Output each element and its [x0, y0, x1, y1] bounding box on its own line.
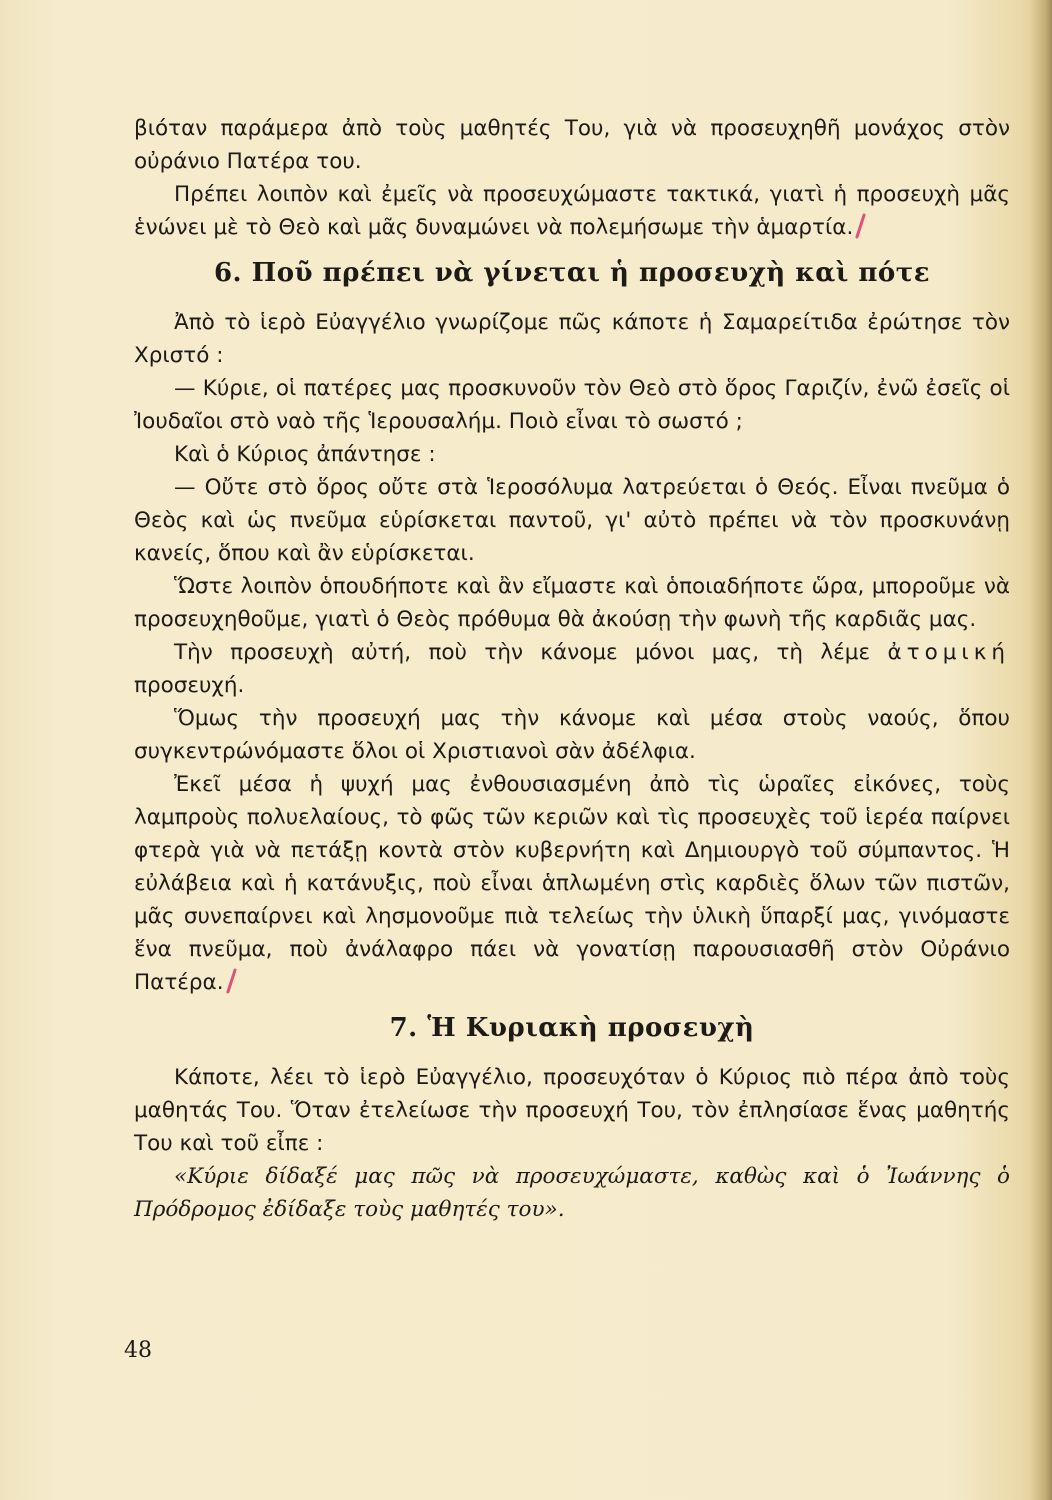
dialog-lord: — Οὔτε στὸ ὅρος οὔτε στὰ Ἱεροσόλυμα λατρεύεται ὁ Θεός. Εἶναι πνεῦμα ὁ Θεὸς καὶ ὡς πνεῦμα εὑρίσκεται παντοῦ, γι' αὐτὸ πρέπει νὰ τὸν προσκυνάνῃ κανείς, ὅπου καὶ ἂν εὑρίσκεται.	[134, 475, 1010, 566]
personal-prayer-end: προσευχή.	[134, 673, 245, 698]
lord-prayer-request-quote: «Κύριε δίδαξέ μας πῶς νὰ προσευχώμαστε, καθὼς καὶ ὁ Ἰωάννης ὁ Πρόδρομος ἐδίδαξε τοὺς μαθητές του».	[134, 1164, 1010, 1222]
paragraph-soul	[134, 768, 1010, 999]
section-6-heading: 6. Ποῦ πρέπει νὰ γίνεται ἡ προσευχὴ καὶ πότε	[213, 258, 931, 288]
section-7-heading: 7. Ἡ Κυριακὴ προσευχὴ	[389, 1013, 755, 1043]
answer-intro: Καὶ ὁ Κύριος ἀπάντησε :	[174, 442, 436, 467]
personal-prayer-start: Τὴν προσευχὴ αὐτή, ποὺ τὴν κάνομε μόνοι μας, τὴ λέμε	[174, 640, 888, 665]
page-number: 48	[124, 1338, 152, 1363]
paragraph-must-pray-text: Πρέπει λοιπὸν καὶ ἐμεῖς νὰ προσευχώμαστε τακτικά, γιατὶ ἡ προσευχὴ μᾶς ἑνώνει μὲ τὸ Θεὸ καὶ μᾶς δυναμώνει νὰ πολεμήσωμε τὴν ἁμαρτία.	[134, 182, 1010, 240]
paragraph-continued: βιόταν παράμερα ἀπὸ τοὺς μαθητές Του, γιὰ νὰ προσευχηθῆ μονάχος στὸν οὐράνιο Πατέρα του.	[134, 116, 1010, 174]
paragraph-church-prayer: Ὅμως τὴν προσευχή μας τὴν κάνομε καὶ μέσα στοὺς ναούς, ὅπου συγκεντρώνόμαστε ὅλοι οἱ Χριστιανοὶ σὰν ἀδέλφια.	[134, 706, 1010, 764]
section-7-paragraph: Κάποτε, λέει τὸ ἱερὸ Εὐαγγέλιο, προσευχόταν ὁ Κύριος πιὸ πέρα ἀπὸ τοὺς μαθητάς Του. Ὅταν ἐτελείωσε τὴν προσευχή Του, τὸν ἐπλησίασε ἕνας μαθητής Του καὶ τοῦ εἶπε :	[134, 1065, 1010, 1156]
paragraph-soul-text: Ἐκεῖ μέσα ἡ ψυχή μας ἐνθουσιασμένη ἀπὸ τὶς ὡραῖες εἰκόνες, τοὺς λαμπροὺς πολυελαίους, τὸ φῶς τῶν κεριῶν καὶ τὶς προσευχὲς τοῦ ἱερέα παίρνει φτερὰ γιὰ νὰ πετάξῃ κοντὰ στὸν κυβερνήτη καὶ Δημιουργὸ τοῦ σύμπαντος. Ἡ εὐλάβεια καὶ ἡ κατάνυξις, ποὺ εἶναι ἁπλωμένη στὶς καρδιὲς ὅλων τῶν πιστῶν, μᾶς συνεπαίρνει καὶ λησμονοῦμε πιὰ τελείως τὴν ὑλικὴ ὕπαρξί μας, γινόμαστε ἕνα πνεῦμα, ποὺ ἀνάλαφρο πάει νὰ γονατίσῃ παρουσιασθῆ στὸν Οὐράνιο Πατέρα.	[134, 772, 1010, 995]
book-spine-shadow	[1030, 0, 1052, 1500]
pink-check-mark	[855, 213, 866, 239]
pink-check-mark	[226, 968, 237, 994]
paragraph-must-pray	[134, 178, 1010, 244]
paragraph-wherever: Ὥστε λοιπὸν ὁπουδήποτε καὶ ἂν εἴμαστε καὶ ὁποιαδήποτε ὥρα, μποροῦμε νὰ προσευχηθοῦμε, γιατὶ ὁ Θεὸς πρόθυμα θὰ ἀκούσῃ τὴν φωνὴ τῆς καρδιᾶς μας.	[134, 574, 1010, 632]
personal-prayer-emphasis: ἀτομική	[887, 640, 1010, 665]
dialog-samaritan: — Κύριε, οἱ πατέρες μας προσκυνοῦν τὸν Θεὸ στὸ ὅρος Γαριζίν, ἐνῶ ἐσεῖς οἱ Ἰουδαῖοι στὸ ναὸ τῆς Ἱερουσαλήμ. Ποιὸ εἶναι τὸ σωστό ;	[134, 376, 1010, 434]
section-6-intro: Ἀπὸ τὸ ἱερὸ Εὐαγγέλιο γνωρίζομε πῶς κάποτε ἡ Σαμαρείτιδα ἐρώτησε τὸν Χριστό :	[134, 310, 1010, 368]
page-content	[134, 112, 1010, 1226]
paragraph-personal-prayer	[134, 636, 1010, 702]
